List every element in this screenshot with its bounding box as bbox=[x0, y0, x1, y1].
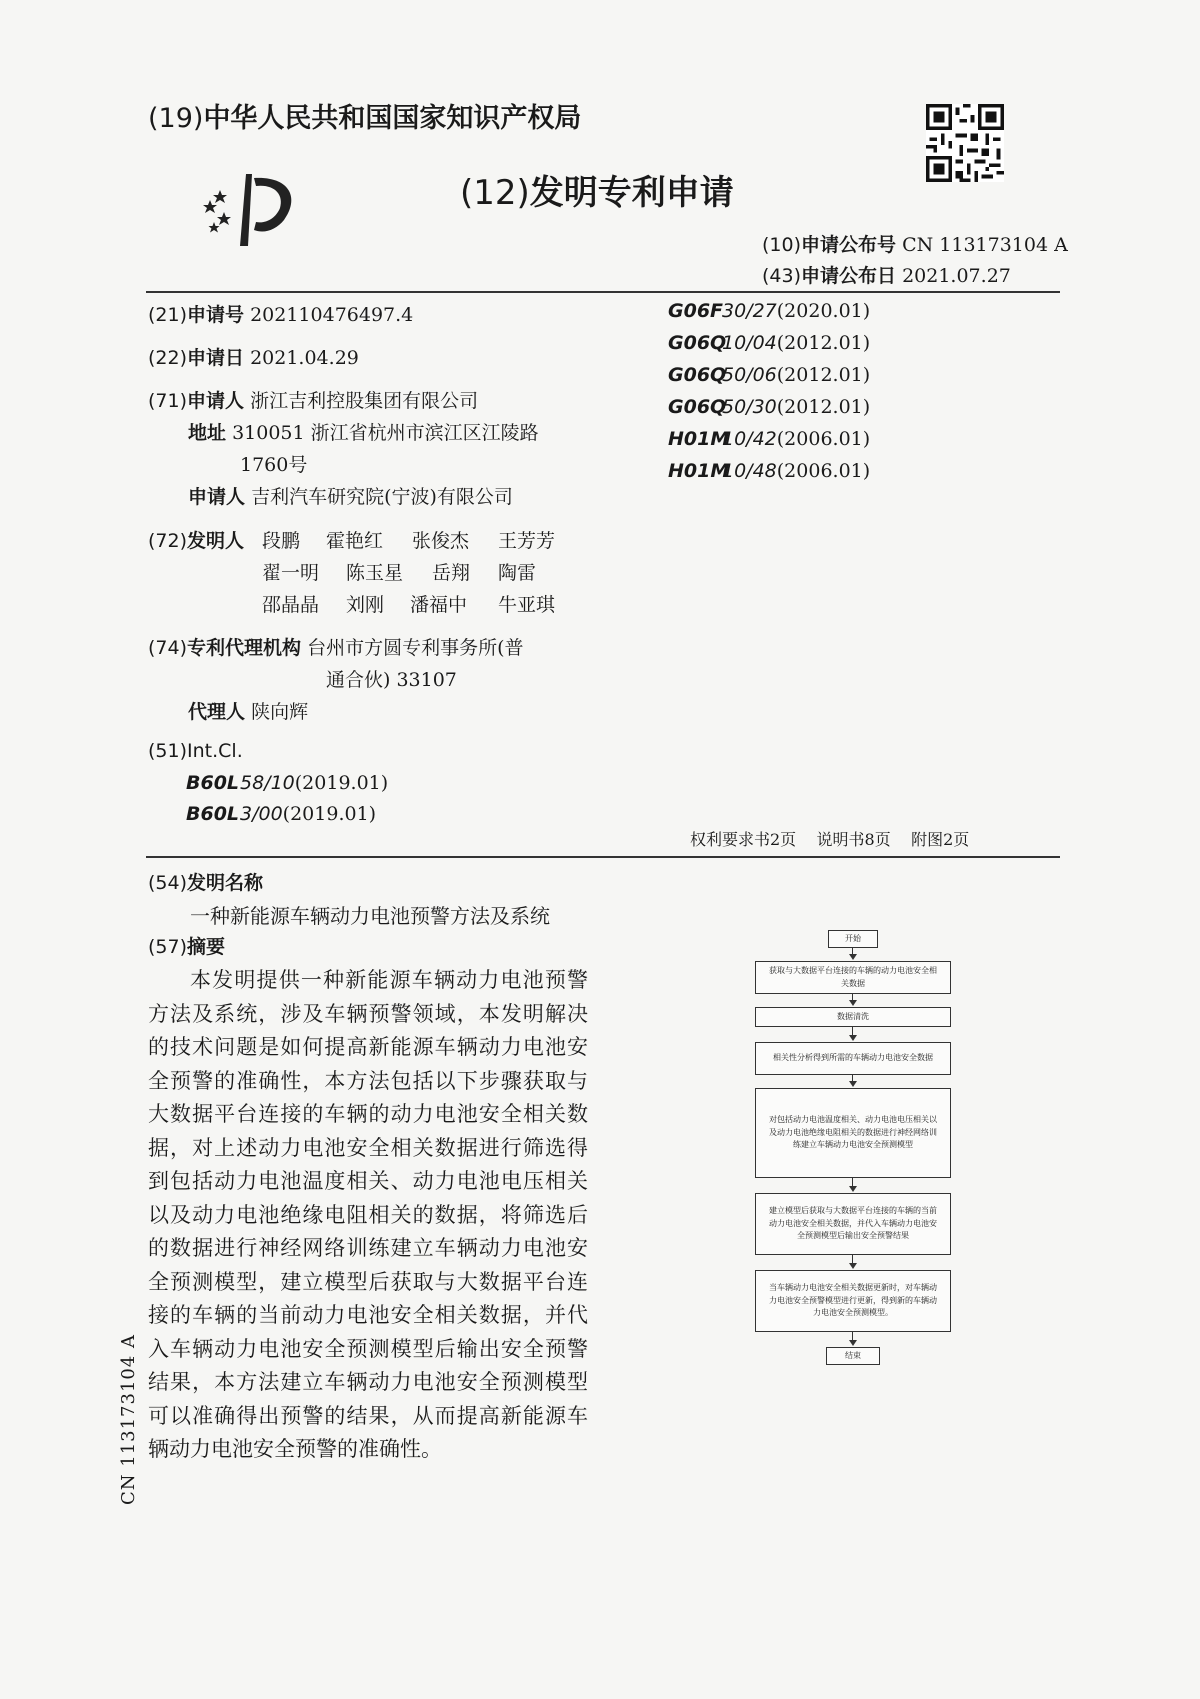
address-line2: 1760号 bbox=[240, 454, 308, 476]
abstract-heading bbox=[148, 932, 225, 959]
ipc-number: 10/48 bbox=[722, 460, 777, 482]
invention-title: 一种新能源车辆动力电池预警方法及系统 bbox=[190, 904, 550, 928]
ipc-version: (2006.01) bbox=[776, 428, 871, 450]
ipc-class-row bbox=[668, 300, 870, 322]
title-heading bbox=[148, 868, 263, 895]
flowchart-connector bbox=[852, 1178, 853, 1186]
field-code: (71) bbox=[148, 390, 188, 412]
inventor-name: 张俊杰 bbox=[412, 530, 470, 552]
drawing-pages: 附图2页 bbox=[911, 830, 970, 849]
flowchart-arrow bbox=[849, 1000, 857, 1006]
field-code: (22) bbox=[148, 347, 188, 369]
field-label: 地址 bbox=[188, 422, 227, 444]
pub-number-code: (10) bbox=[762, 234, 802, 256]
qr-code bbox=[926, 104, 1004, 182]
field-label: 申请人 bbox=[188, 486, 246, 508]
doc-type-title: 发明专利申请 bbox=[529, 173, 734, 213]
inventor-row bbox=[262, 558, 536, 585]
field-label: 申请号 bbox=[187, 304, 245, 326]
flowchart-arrow bbox=[849, 1340, 857, 1346]
flowchart-end: 结束 bbox=[826, 1347, 880, 1365]
applicant2-field bbox=[188, 482, 513, 509]
ipc-class: G06Q bbox=[668, 364, 727, 386]
inventor-row bbox=[262, 526, 555, 553]
field-label: 申请人 bbox=[187, 390, 245, 412]
ipc-version: (2012.01) bbox=[776, 364, 871, 386]
office-line bbox=[148, 96, 581, 135]
ipc-class: B60L bbox=[186, 772, 240, 794]
field-value: 台州市方圆专利事务所(普 bbox=[307, 637, 524, 659]
pub-date-row bbox=[762, 261, 1011, 288]
application-number-field bbox=[148, 300, 413, 327]
agency-field bbox=[148, 633, 524, 660]
ipc-version: (2019.01) bbox=[294, 772, 389, 794]
flowchart-step: 数据清洗 bbox=[755, 1007, 951, 1027]
ipc-class-row bbox=[668, 364, 870, 386]
flowchart-step: 相关性分析得到所需的车辆动力电池安全数据 bbox=[755, 1042, 951, 1075]
field-label: Int.Cl. bbox=[187, 740, 243, 762]
inventor-name: 翟一明 bbox=[262, 562, 320, 584]
doc-type-line bbox=[460, 165, 734, 214]
flowchart-arrow bbox=[849, 1035, 857, 1041]
flowchart-step: 对包括动力电池温度相关、动力电池电压相关以及动力电池绝缘电阻相关的数据进行神经网络训练建立车辆动力电池安全预测模型 bbox=[755, 1088, 951, 1178]
ipc-class-row bbox=[668, 332, 870, 354]
inventor-name: 刘刚 bbox=[346, 594, 385, 616]
ipc-number: 50/30 bbox=[722, 396, 777, 418]
inventor-name: 王芳芳 bbox=[498, 530, 556, 552]
ipc-class: G06Q bbox=[668, 396, 727, 418]
inventor-name: 陶雷 bbox=[498, 562, 537, 584]
field-value: 2021.04.29 bbox=[250, 347, 359, 369]
field-label: 专利代理机构 bbox=[187, 637, 302, 659]
office-name: 中华人民共和国国家知识产权局 bbox=[203, 103, 582, 134]
flowchart-start: 开始 bbox=[828, 930, 878, 948]
doc-type-code: (12) bbox=[460, 173, 530, 213]
ipc-class: G06F bbox=[668, 300, 724, 322]
field-code: (21) bbox=[148, 304, 188, 326]
ipc-class: G06Q bbox=[668, 332, 727, 354]
ipc-class: B60L bbox=[186, 803, 240, 825]
inventor-name: 岳翔 bbox=[432, 562, 471, 584]
side-publication-number: CN 113173104 A bbox=[118, 1333, 139, 1505]
pub-date-value: 2021.07.27 bbox=[902, 265, 1011, 287]
inventor-name: 潘福中 bbox=[410, 594, 468, 616]
field-code: (72) bbox=[148, 530, 188, 552]
ipc-class: H01M bbox=[668, 428, 730, 450]
pub-number-label: 申请公布号 bbox=[801, 234, 897, 256]
field-value: 陕向辉 bbox=[251, 701, 309, 723]
ipc-version: (2012.01) bbox=[776, 396, 871, 418]
office-code: (19) bbox=[148, 103, 204, 134]
flowchart-step: 建立模型后获取与大数据平台连接的车辆的当前动力电池安全相关数据，并代入车辆动力电池安全预测模型后输出安全预警结果 bbox=[755, 1193, 951, 1255]
ipc-class-row bbox=[668, 428, 870, 450]
flowchart-connector bbox=[852, 1027, 853, 1035]
ipc-class: H01M bbox=[668, 460, 730, 482]
applicant-field bbox=[148, 386, 478, 413]
flowchart-step: 获取与大数据平台连接的车辆的动力电池安全相关数据 bbox=[755, 961, 951, 994]
biblio-divider bbox=[146, 856, 1060, 858]
claims-pages: 权利要求书2页 bbox=[690, 830, 797, 849]
flowchart-step: 当车辆动力电池安全相关数据更新时，对车辆动力电池安全预警模型进行更新，得到新的车辆动力电池安全预测模型。 bbox=[755, 1270, 951, 1332]
inventor-row bbox=[262, 590, 555, 617]
ipc-version: (2012.01) bbox=[776, 332, 871, 354]
ipc-version: (2020.01) bbox=[776, 300, 871, 322]
ipc-number: 50/06 bbox=[722, 364, 777, 386]
field-value: 浙江吉利控股集团有限公司 bbox=[250, 390, 479, 412]
flowchart-connector bbox=[852, 1255, 853, 1263]
field-value: 吉利汽车研究院(宁波)有限公司 bbox=[251, 486, 513, 508]
ipc-class-row bbox=[668, 460, 870, 482]
inventors-field bbox=[148, 526, 244, 553]
inventor-name: 段鹏 bbox=[262, 530, 301, 552]
inventor-name: 邵晶晶 bbox=[262, 594, 320, 616]
inventor-name: 霍艳红 bbox=[326, 530, 384, 552]
ipc-version: (2006.01) bbox=[776, 460, 871, 482]
agent-field bbox=[188, 697, 308, 724]
field-label: 申请日 bbox=[187, 347, 245, 369]
description-pages: 说明书8页 bbox=[816, 830, 891, 849]
pub-number-value: CN 113173104 A bbox=[902, 234, 1068, 256]
inventor-name: 陈玉星 bbox=[346, 562, 404, 584]
ipc-class-row bbox=[186, 772, 388, 794]
cnipa-emblem bbox=[200, 168, 318, 254]
ipc-class-row bbox=[668, 396, 870, 418]
flowchart-arrow bbox=[849, 1081, 857, 1087]
ipc-version: (2019.01) bbox=[282, 803, 377, 825]
pub-number-row bbox=[762, 230, 1068, 257]
field-value: 202110476497.4 bbox=[250, 304, 414, 326]
field-label: 发明名称 bbox=[187, 872, 264, 894]
field-label: 摘要 bbox=[187, 936, 226, 958]
application-date-field bbox=[148, 343, 359, 370]
flowchart-arrow bbox=[849, 1263, 857, 1269]
field-code: (54) bbox=[148, 872, 188, 894]
ipc-number: 10/42 bbox=[722, 428, 777, 450]
intcl-field bbox=[148, 740, 243, 762]
flowchart-arrow bbox=[849, 1186, 857, 1192]
address-field bbox=[188, 418, 539, 445]
field-label: 代理人 bbox=[188, 701, 246, 723]
ipc-number: 58/10 bbox=[240, 772, 295, 794]
pub-date-code: (43) bbox=[762, 265, 802, 287]
flowchart-connector bbox=[852, 1332, 853, 1340]
pub-date-label: 申请公布日 bbox=[801, 265, 897, 287]
agency-line2: 通合伙) 33107 bbox=[326, 669, 457, 691]
field-code: (74) bbox=[148, 637, 188, 659]
ipc-number: 10/04 bbox=[722, 332, 777, 354]
page-counts bbox=[690, 827, 969, 850]
flowchart-arrow bbox=[849, 954, 857, 960]
field-code: (51) bbox=[148, 740, 188, 762]
ipc-class-row bbox=[186, 803, 376, 825]
inventor-name: 牛亚琪 bbox=[498, 594, 556, 616]
header-divider bbox=[146, 291, 1060, 293]
field-label: 发明人 bbox=[187, 530, 245, 552]
field-code: (57) bbox=[148, 936, 188, 958]
ipc-number: 3/00 bbox=[240, 803, 283, 825]
abstract-text: 本发明提供一种新能源车辆动力电池预警方法及系统，涉及车辆预警领域，本发明解决的技术问题是如何提高新能源车辆动力电池安全预警的准确性，本方法包括以下步骤获取与大数据平台连接的车辆的动力电池安全相关数据，对上述动力电池安全相关数据进行筛选得到包括动力电池温度相关、动力电池电压相关以及动力电池绝缘电阻相关的数据，将筛选后的数据进行神经网络训练建立车辆动力电池安全预测模型，建立模型后获取与大数据平台连接的车辆的当前动力电池安全相关数据，并代入车辆动力电池安全预测模型后输出安全预警结果，本方法建立车辆动力电池安全预测模型可以准确得出预警的结果，从而提高新能源车辆动力电池安全预警的准确性。 bbox=[148, 968, 588, 1461]
field-value: 310051 浙江省杭州市滨江区江陵路 bbox=[232, 422, 539, 444]
ipc-number: 30/27 bbox=[722, 300, 777, 322]
